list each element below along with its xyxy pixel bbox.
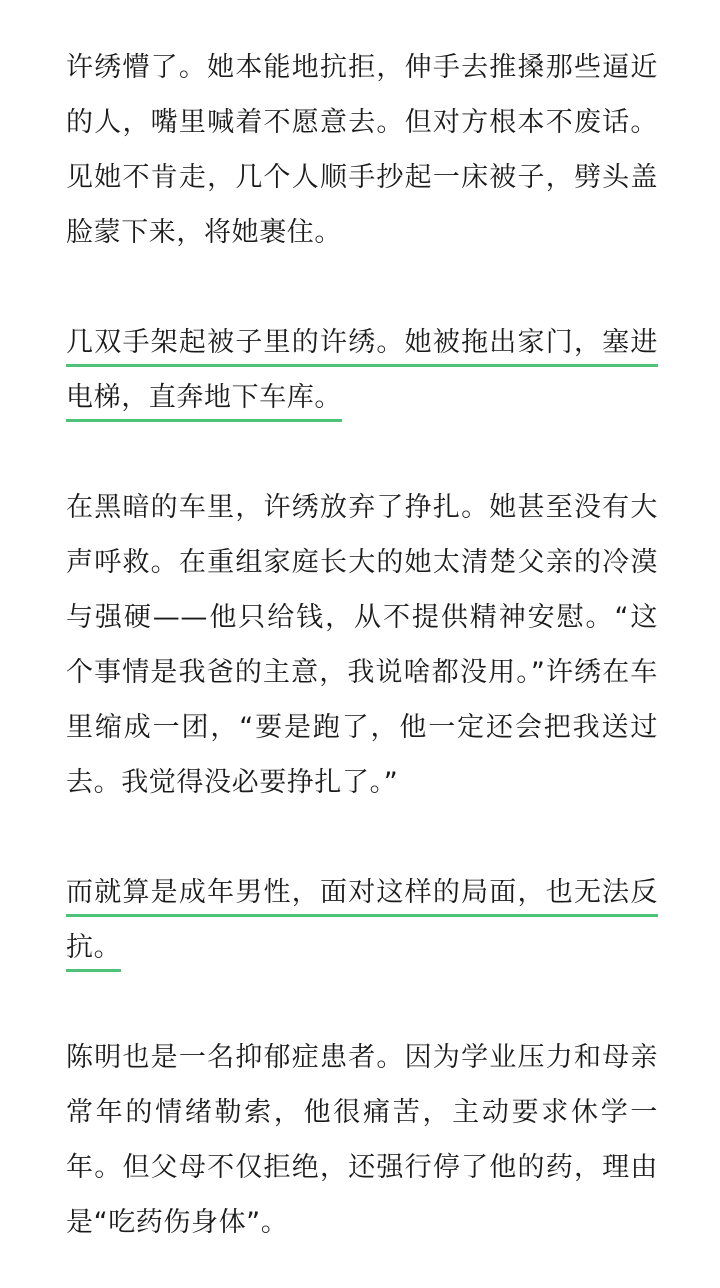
- paragraph-5: [66, 1030, 658, 1250]
- paragraph-2-text: 几双手架起被子里的许绣。她被拖出家门，塞进电梯，直奔地下车库。: [66, 327, 658, 422]
- paragraph-4-highlighted: [66, 865, 658, 975]
- paragraph-5-text: 陈明也是一名抑郁症患者。因为学业压力和母亲常年的情绪勒索，他很痛苦，主动要求休学一年。但父母不仅拒绝，还强行停了他的药，理由是“吃药伤身体”。: [66, 1042, 658, 1238]
- paragraph-2-highlighted: [66, 315, 658, 425]
- paragraph-3: [66, 480, 658, 810]
- article-body: [66, 40, 658, 1250]
- paragraph-4-text: 而就算是成年男性，面对这样的局面，也无法反抗。: [66, 877, 658, 972]
- paragraph-3-text: 在黑暗的车里，许绣放弃了挣扎。她甚至没有大声呼救。在重组家庭长大的她太清楚父亲的冷漠与强硬——他只给钱，从不提供精神安慰。“这个事情是我爸的主意，我说啥都没用。”许绣在车里缩成一团，“要是跑了，他一定还会把我送过去。我觉得没必要挣扎了。”: [66, 492, 658, 798]
- paragraph-1: [66, 40, 658, 260]
- paragraph-1-text: 许绣懵了。她本能地抗拒，伸手去推搡那些逼近的人，嘴里喊着不愿意去。但对方根本不废话。见她不肯走，几个人顺手抄起一床被子，劈头盖脸蒙下来，将她裹住。: [66, 52, 658, 248]
